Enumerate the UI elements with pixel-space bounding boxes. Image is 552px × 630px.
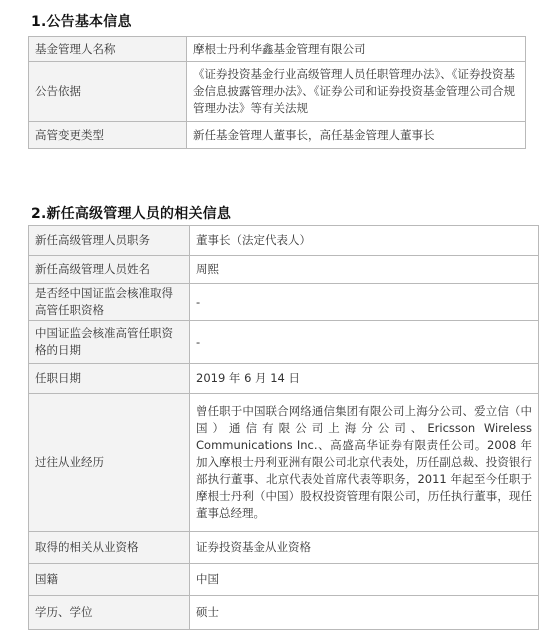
value-qualification: 证券投资基金从业资格 <box>190 532 539 564</box>
table-row <box>29 284 539 321</box>
value-legal-basis: 《证券投资基金行业高级管理人员任职管理办法》、《证券投资基金信息披露管理办法》、《证券公司和证券投资基金管理公司合规管理办法》等有关法规 <box>187 62 526 122</box>
table-row <box>29 596 539 630</box>
value-education: 硕士 <box>190 596 539 630</box>
table-row <box>29 532 539 564</box>
value-csrc-approved: - <box>190 284 539 321</box>
value-fund-manager-name: 摩根士丹利华鑫基金管理有限公司 <box>187 37 526 62</box>
table-row <box>29 226 539 256</box>
label-csrc-approval-date: 中国证监会核准高管任职资格的日期 <box>29 321 190 364</box>
label-new-name: 新任高级管理人员姓名 <box>29 256 190 284</box>
table-row <box>29 62 526 122</box>
section-title-new-executive-info: 2.新任高级管理人员的相关信息 <box>31 206 232 222</box>
label-education: 学历、学位 <box>29 596 190 630</box>
basic-info-table <box>28 36 526 149</box>
value-csrc-approval-date: - <box>190 321 539 364</box>
value-start-date: 2019 年 6 月 14 日 <box>190 364 539 394</box>
table-row <box>29 37 526 62</box>
label-nationality: 国籍 <box>29 564 190 596</box>
label-start-date: 任职日期 <box>29 364 190 394</box>
table-row <box>29 564 539 596</box>
table-row <box>29 321 539 364</box>
section-title-basic-info: 1.公告基本信息 <box>31 14 132 30</box>
table-row <box>29 256 539 284</box>
value-new-name: 周熙 <box>190 256 539 284</box>
label-legal-basis: 公告依据 <box>29 62 187 122</box>
table-row <box>29 364 539 394</box>
table-row <box>29 122 526 149</box>
label-fund-manager-name: 基金管理人名称 <box>29 37 187 62</box>
label-work-experience: 过往从业经历 <box>29 394 190 532</box>
new-executive-table <box>28 225 539 630</box>
label-qualification: 取得的相关从业资格 <box>29 532 190 564</box>
value-work-experience: 曾任职于中国联合网络通信集团有限公司上海分公司、爱立信（中国）通信有限公司上海分公司、Ericsson Wireless Communications Inc.、高盛高华证券有限责任公司。2008 年加入摩根士丹利亚洲有限公司北京代表处，历任副总裁、投资银行部执行董事、北京代表处首席代表等职务，2011 年起至今任职于摩根士丹利（中国）股权投资管理有限公司，历任执行董事，现任董事总经理。 <box>190 394 539 532</box>
value-nationality: 中国 <box>190 564 539 596</box>
label-change-type: 高管变更类型 <box>29 122 187 149</box>
table-row <box>29 394 539 532</box>
value-change-type: 新任基金管理人董事长，高任基金管理人董事长 <box>187 122 526 149</box>
label-csrc-approved: 是否经中国证监会核准取得高管任职资格 <box>29 284 190 321</box>
label-new-position: 新任高级管理人员职务 <box>29 226 190 256</box>
value-new-position: 董事长（法定代表人） <box>190 226 539 256</box>
